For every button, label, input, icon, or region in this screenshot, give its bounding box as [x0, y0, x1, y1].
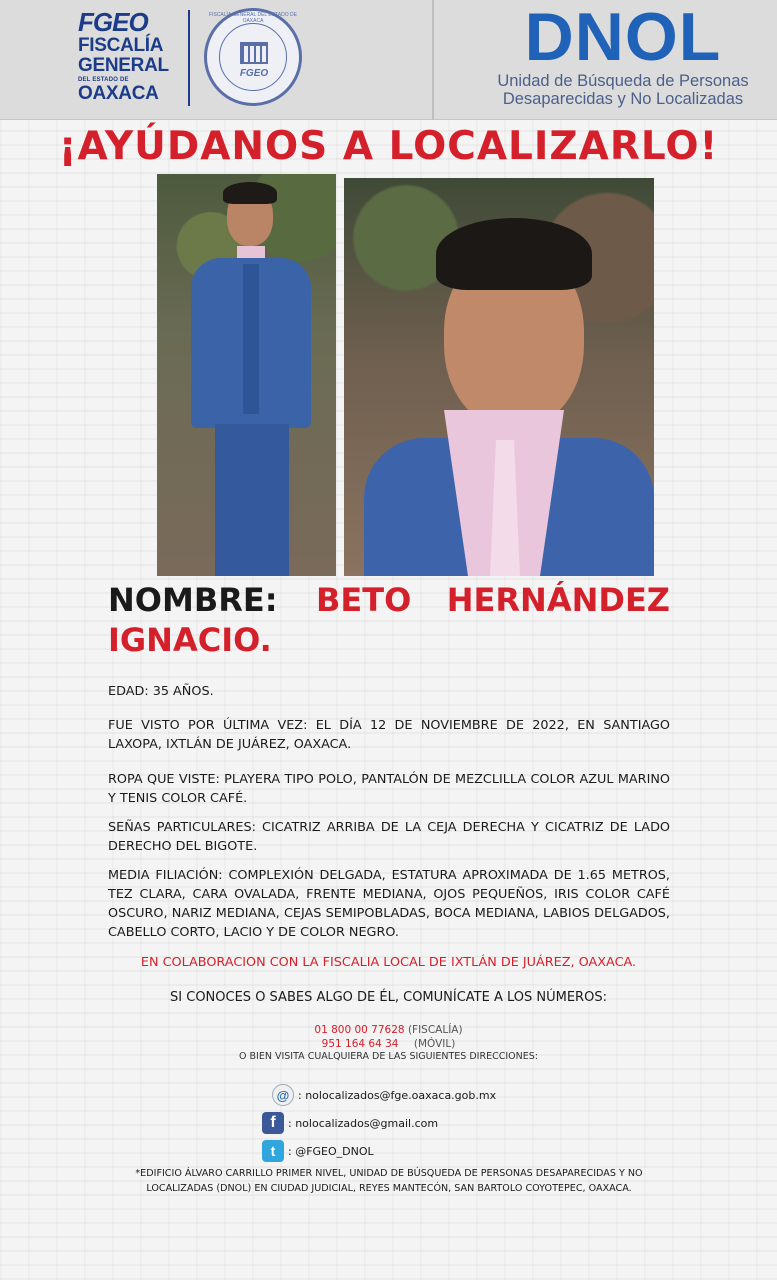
contact-twitter	[262, 1140, 374, 1162]
twitter-icon: t	[262, 1140, 284, 1162]
fge-logo-line2: GENERAL	[78, 55, 169, 76]
fge-logo-line4: OAXACA	[78, 83, 159, 104]
dnol-subtitle-line1: Unidad de Búsqueda de Personas	[497, 72, 749, 90]
person-photo-closeup	[344, 178, 654, 576]
clothing-text: ROPA QUE VISTE: PLAYERA TIPO POLO, PANTALÓN DE MEZCLILLA COLOR AZUL MARINO Y TENIS COLOR CAFÉ.	[108, 772, 670, 806]
phone-line-1	[0, 1024, 777, 1036]
phone1-number[interactable]: 01 800 00 77628	[314, 1024, 405, 1036]
fge-logo-line3: DEL ESTADO DE	[78, 77, 129, 83]
header-banner	[0, 0, 777, 120]
facebook-text[interactable]: : nolocalizados@gmail.com	[288, 1116, 439, 1130]
dnol-subtitle-line2: Desaparecidas y No Localizadas	[502, 90, 744, 108]
vest-shape	[243, 264, 259, 414]
contact-email-official	[272, 1084, 496, 1106]
email-icon: @	[272, 1084, 294, 1106]
twitter-text[interactable]: : @FGEO_DNOL	[288, 1144, 374, 1158]
seal-mark: FGEO	[239, 68, 269, 79]
fge-logo-line1: FISCALÍA	[78, 35, 164, 56]
name-second-last: IGNACIO.	[108, 621, 272, 659]
visit-text: O BIEN VISITA CUALQUIERA DE LAS SIGUIENTES DIRECCIONES:	[239, 1051, 538, 1062]
person-photo-full	[157, 174, 336, 576]
collaboration-text: EN COLABORACION CON LA FISCALIA LOCAL DE IXTLÁN DE JUÁREZ, OAXACA.	[140, 955, 637, 970]
hair-shape	[436, 218, 592, 290]
building-icon	[240, 42, 268, 64]
last-seen-text: FUE VISTO POR ÚLTIMA VEZ: EL DÍA 12 DE NOVIEMBRE DE 2022, EN SANTIAGO LAXOPA, IXTLÁN DE JUÁREZ, OAXACA.	[108, 718, 670, 752]
facebook-icon: f	[262, 1112, 284, 1134]
email-official-text[interactable]: : nolocalizados@fge.oaxaca.gob.mx	[298, 1088, 497, 1102]
name-first: BETO	[316, 581, 412, 619]
dnol-logo: DNOL	[524, 0, 722, 75]
name-label: NOMBRE:	[108, 581, 278, 619]
seal-inner-ring	[219, 23, 287, 91]
header-divider	[432, 0, 434, 120]
phone2-number[interactable]: 951 164 64 34	[321, 1038, 399, 1050]
contact-facebook	[262, 1112, 438, 1134]
description-text: MEDIA FILIACIÓN: COMPLEXIÓN DELGADA, ESTATURA APROXIMADA DE 1.65 METROS, TEZ CLARA, CARA OVALADA, FRENTE MEDIANA, OJOS PEQUEÑOS, IRIS COLOR CAFÉ OSCURO, NARIZ MEDIANA, CEJAS SEMIPOBLADAS, BOCA MEDIANA, LABIOS DELGADOS, CABELLO CORTO, LACIO Y DE COLOR NEGRO.	[108, 868, 670, 940]
phone-line-2	[0, 1038, 777, 1050]
seal-arc-text: FISCALÍA GENERAL DEL ESTADO DE OAXACA	[209, 12, 297, 24]
trousers-shape	[215, 424, 289, 576]
phone1-label: (FISCALÍA)	[407, 1024, 463, 1036]
call-to-action: SI CONOCES O SABES ALGO DE ÉL, COMUNÍCATE A LOS NÚMEROS:	[170, 990, 607, 1005]
age-text: EDAD: 35 AÑOS.	[108, 684, 214, 699]
phone2-label: (MÓVIL)	[413, 1038, 456, 1050]
footer-address-note: *EDIFICIO ÁLVARO CARRILLO PRIMER NIVEL, UNIDAD DE BÚSQUEDA DE PERSONAS DESAPARECIDAS Y NO LOCALIZADAS (DNOL) EN CIUDAD JUDICIAL, REYES MANTECÓN, SAN BARTOLO COYOTEPEC, OAXACA.	[135, 1168, 643, 1194]
fge-logo	[78, 8, 174, 104]
fge-seal-icon	[204, 8, 302, 106]
fge-logo-mark: FGEO	[78, 7, 148, 37]
hair-shape	[223, 182, 277, 204]
logo-divider	[188, 10, 190, 106]
headline: ¡AYÚDANOS A LOCALIZARLO!	[58, 124, 719, 169]
marks-text: SEÑAS PARTICULARES: CICATRIZ ARRIBA DE LA CEJA DERECHA Y CICATRIZ DE LADO DERECHO DEL BIGOTE.	[108, 820, 670, 854]
name-last: HERNÁNDEZ	[446, 581, 670, 619]
